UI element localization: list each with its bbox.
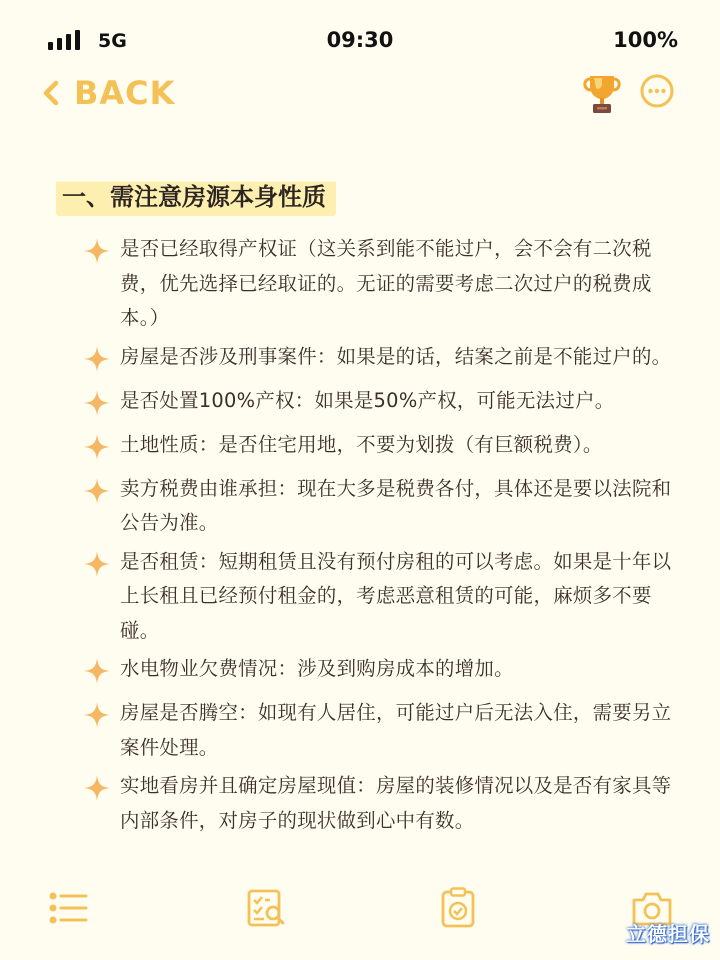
list-item-text: 实地看房并且确定房屋现值：房屋的装修情况以及是否有家具等内部条件，对房子的现状做到心中有数。 — [120, 774, 672, 832]
back-button[interactable] — [42, 74, 175, 112]
clipboard-check-icon[interactable] — [436, 886, 480, 930]
section-heading-wrap — [56, 173, 336, 216]
list-item-text: 房屋是否腾空：如现有人居住，可能过户后无法入住，需要另立案件处理。 — [120, 701, 672, 759]
list-item-text: 土地性质：是否住宅用地，不要为划拨（有巨额税费）。 — [120, 432, 603, 456]
note-list — [84, 232, 684, 842]
sparkle-icon — [84, 652, 120, 692]
list-icon[interactable] — [46, 886, 90, 930]
list-item — [84, 769, 684, 838]
back-label: BACK — [74, 74, 176, 112]
list-item — [84, 545, 684, 649]
sparkle-icon — [84, 340, 120, 380]
watermark: 立德担保 — [626, 922, 710, 946]
list-item-text: 是否已经取得产权证（这关系到能不能过户，会不会有二次税费，优先选择已经取证的。无证的需要考虑二次过户的税费成本。） — [120, 237, 652, 329]
section-heading: 一、需注意房源本身性质 — [56, 173, 336, 216]
chevron-left-icon — [42, 79, 60, 107]
sparkle-icon — [84, 545, 120, 585]
more-icon[interactable] — [640, 74, 674, 108]
list-item — [84, 340, 684, 380]
sparkle-icon — [84, 696, 120, 736]
battery-level: 100% — [613, 28, 678, 52]
list-item — [84, 232, 684, 336]
sparkle-icon — [84, 384, 120, 424]
list-item-text: 房屋是否涉及刑事案件：如果是的话，结案之前是不能过户的。 — [120, 344, 672, 368]
list-item-text: 是否租赁：短期租赁且没有预付房租的可以考虑。如果是十年以上长租且已经预付租金的，考虑恶意租赁的可能，麻烦多不要碰。 — [120, 549, 672, 642]
trophy-icon[interactable] — [582, 70, 622, 116]
nav-bar — [0, 70, 720, 120]
list-item — [84, 652, 684, 692]
network-type: 5G — [98, 30, 127, 52]
bottom-toolbar — [0, 882, 720, 942]
status-bar — [0, 28, 720, 58]
status-time: 09:30 — [326, 28, 394, 52]
list-item-text: 是否处置100%产权：如果是50%产权，可能无法过户。 — [120, 388, 615, 412]
sparkle-icon — [84, 428, 120, 468]
sparkle-icon — [84, 472, 120, 512]
sparkle-icon — [84, 769, 120, 809]
list-item — [84, 472, 684, 541]
sparkle-icon — [84, 232, 120, 272]
checklist-search-icon[interactable] — [244, 886, 288, 930]
list-item — [84, 428, 684, 468]
list-item — [84, 384, 684, 424]
list-item — [84, 696, 684, 765]
list-item-text: 水电物业欠费情况：涉及到购房成本的增加。 — [120, 657, 514, 680]
list-item-text: 卖方税费由谁承担：现在大多是税费各付，具体还是要以法院和公告为准。 — [120, 476, 672, 534]
